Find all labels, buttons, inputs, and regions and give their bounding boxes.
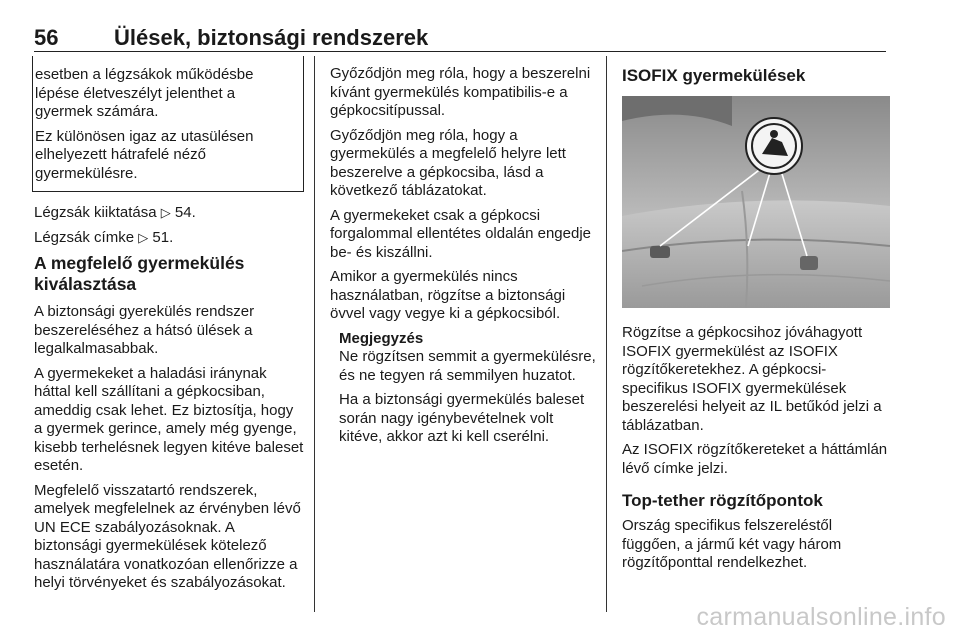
paragraph: Az ISOFIX rögzítőkereteket a háttámlán lévő címke jelzi. [622,441,888,477]
paragraph: A biztonsági gyerekülés rendszer beszereléséhez a hátsó ülések a legalkalmasabbak. [34,303,255,357]
paragraph: Győződjön meg róla, hogy a beszerelni kívánt gyermekülés kompatibilis-e a gépkocsitípussal. [330,65,591,119]
paragraph: A gyermekeket csak a gépkocsi forgalommal ellentétes oldalán engedje be- és kiszállni. [330,206,592,261]
isofix-seat-photo [622,96,890,308]
page-number: 56 [34,25,59,50]
paragraph: Ha a biztonsági gyermekülés baleset során nagy igénybevételnek volt kitéve, akkor azt ki kell cserélni. [339,391,585,445]
paragraph: esetben a légzsákok működésbe lépése életveszélyt jelenthet a gyermek számára. [35,66,254,120]
cross-reference[interactable] [34,229,304,248]
note-box [330,330,598,447]
section-heading: Top-tether rögzítőpontok [622,491,823,510]
paragraph: Ez különösen igaz az utasülésen elhelyezett hátrafelé néző gyermekülésre. [35,127,254,182]
chevron-right-outline-icon: ▷ [160,205,171,220]
paragraph: Amikor a gyermekülés nincs használatban, rögzítse a biztonsági övvel vagy vegye ki a gépkocsiból. [330,268,566,322]
reference-page: 51. [152,228,174,246]
paragraph: Megfelelő visszatartó rendszerek, amelyek megfelelnek az érvényben lévő UN ECE szabályozásoknak. A biztonsági gyermekülések kötelező használatára vonatkozóan ellenőrizze a helyi törvényeket és szabályozásokat. [34,481,301,591]
paragraph: Rögzítse a gépkocsihoz jóváhagyott ISOFIX gyermekülést az ISOFIX rögzítőkeretekhez. A gépkocsi-specifikus ISOFIX gyermekülések beszerelési helyeit az IL betűkód jelzi a táblázatban. [622,324,882,434]
cross-reference[interactable] [34,204,304,223]
paragraph: Ne rögzítsen semmit a gyermekülésre, és ne tegyen rá semmilyen huzatot. [339,348,596,384]
paragraph: A gyermekeket a haladási iránynak háttal kell szállítani a gépkocsiban, ameddig csak lehet. Ez biztosítja, hogy a gyermek gerince, amely még gyenge, kisebb terhelésnek legyen kitéve baleset esetén. [34,364,304,474]
chevron-right-outline-icon: ▷ [138,229,149,245]
column-3 [622,65,892,579]
watermark: carmanualsonline.info [696,603,946,631]
column-1 [34,56,304,599]
reference-text: Légzsák címke [34,228,135,246]
column-divider [606,56,607,612]
running-title: Ülések, biztonsági rendszerek [114,25,429,50]
column-divider [314,56,315,612]
section-heading: A megfelelő gyermekülés kiválasztása [34,253,245,294]
column-2 [330,65,598,453]
warning-box [32,56,304,192]
section-heading: ISOFIX gyermekülések [622,66,806,85]
note-title: Megjegyzés [339,329,424,347]
reference-text: Légzsák kiiktatása [34,204,157,221]
reference-page: 54. [174,204,196,221]
page-header [34,25,886,52]
paragraph: Ország specifikus felszereléstől függően, a jármű két vagy három rögzítőponttal rendelkezhet. [622,517,842,571]
paragraph: Győződjön meg róla, hogy a gyermekülés a megfelelő helyre lett beszerelve a gépkocsiba, lásd a következő táblázatokat. [330,126,566,199]
